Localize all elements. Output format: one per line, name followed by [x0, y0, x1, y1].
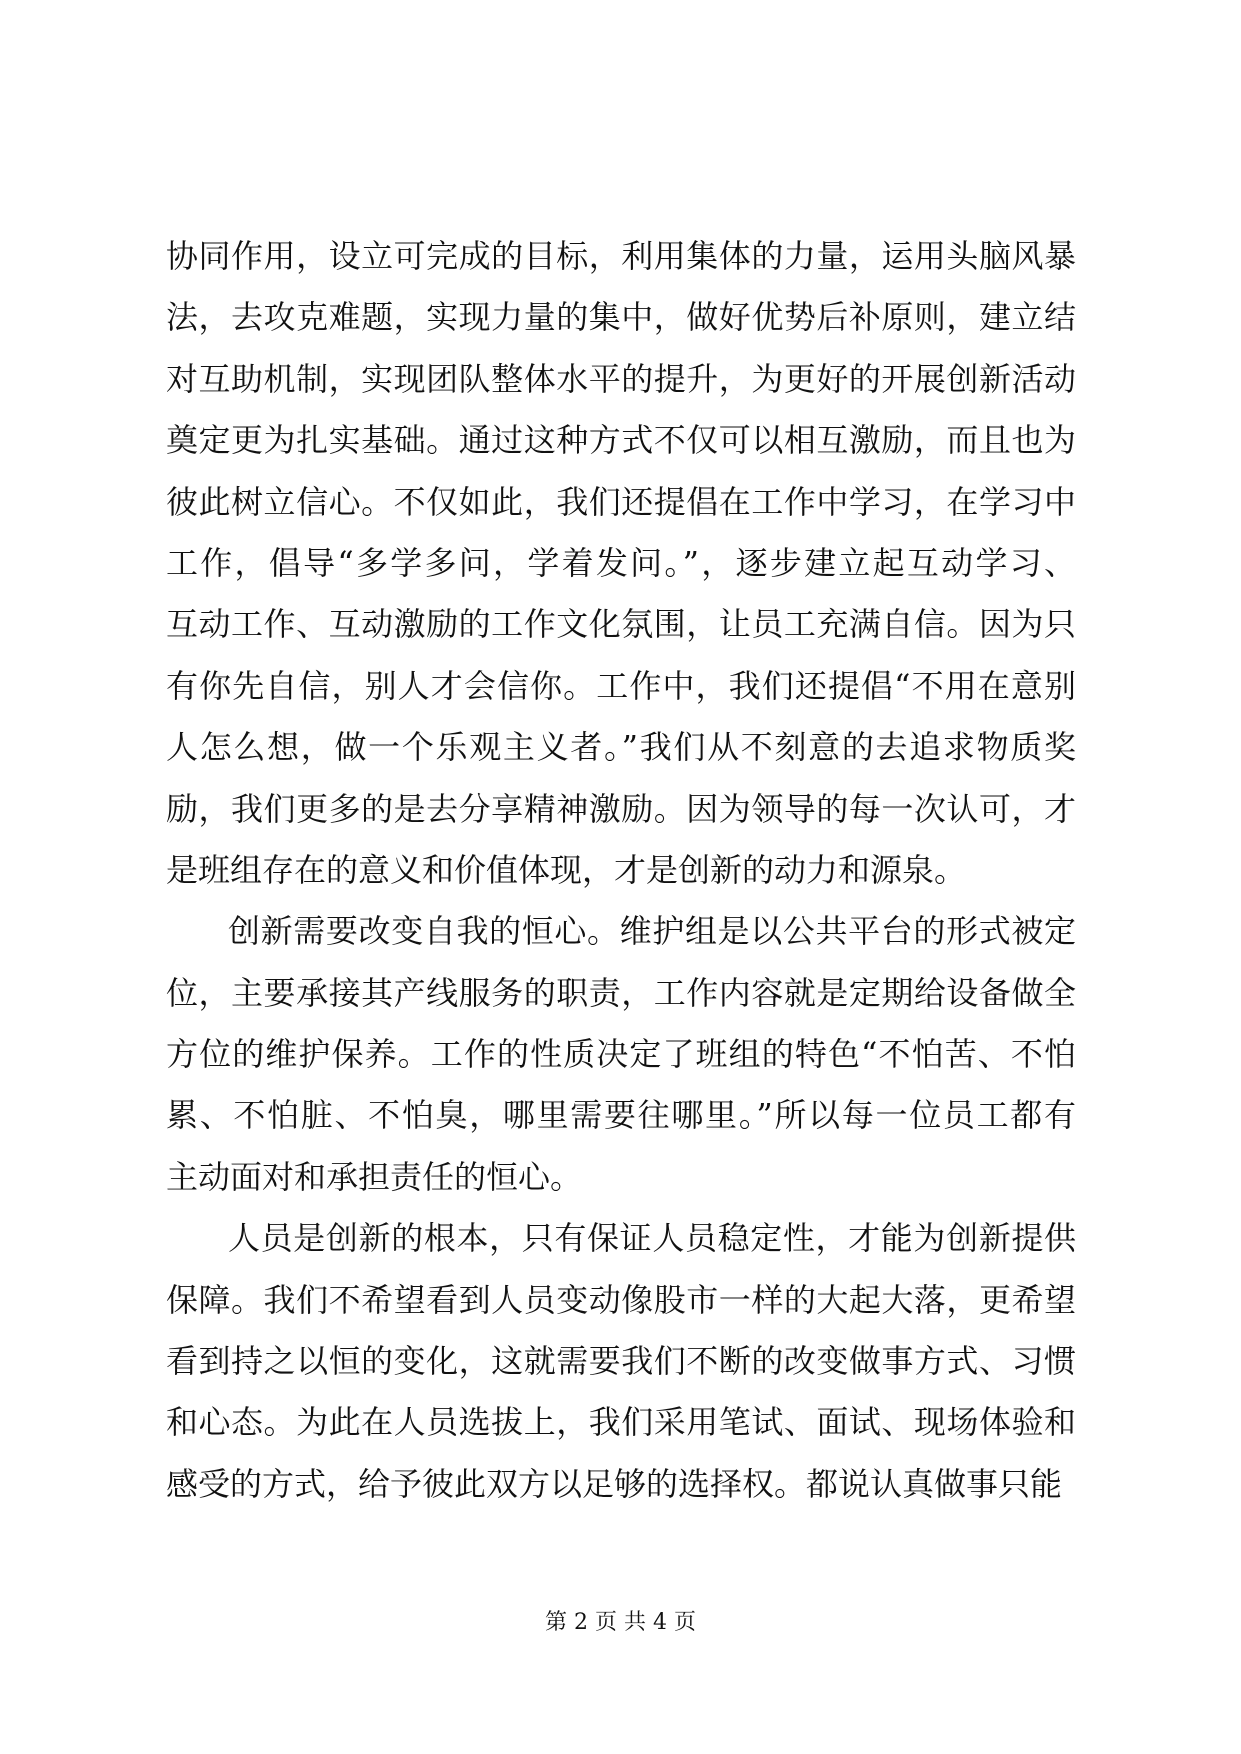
text-line: 感受的方式，给予彼此双方以足够的选择权。都说认真做事只能 [166, 1464, 1063, 1503]
paragraph [166, 1208, 1076, 1515]
text-line: 创新需要改变自我的恒心。维护组是以公共平台的形式被定 [228, 912, 1076, 951]
text-line: 工作，倡导“多学多问，学着发问。”，逐步建立起互动学习、 [166, 543, 1076, 582]
text-line: 方位的维护保养。工作的性质决定了班组的特色“不怕苦、不怕 [166, 1035, 1076, 1074]
document-body [166, 226, 1076, 1515]
page-footer: 第 2 页 共 4 页 [545, 1610, 696, 1635]
text-line: 和心态。为此在人员选拔上，我们采用笔试、面试、现场体验和 [166, 1403, 1076, 1442]
text-line: 互动工作、互动激励的工作文化氛围，让员工充满自信。因为只 [166, 605, 1076, 644]
text-line: 位，主要承接其产线服务的职责，工作内容就是定期给设备做全 [166, 973, 1076, 1012]
text-line: 累、不怕脏、不怕臭，哪里需要往哪里。”所以每一位员工都有 [166, 1096, 1076, 1135]
text-line: 协同作用，设立可完成的目标，利用集体的力量，运用头脑风暴 [166, 237, 1076, 275]
text-line: 是班组存在的意义和价值体现，才是创新的动力和源泉。 [166, 850, 967, 889]
text-line: 人员是创新的根本，只有保证人员稳定性，才能为创新提供 [228, 1219, 1076, 1258]
text-line: 有你先自信，别人才会信你。工作中，我们还提倡“不用在意别 [166, 666, 1076, 705]
text-line: 保障。我们不希望看到人员变动像股市一样的大起大落，更希望 [166, 1280, 1076, 1319]
paragraph [166, 226, 1076, 901]
paragraph [166, 901, 1076, 1208]
text-line: 看到持之以恒的变化，这就需要我们不断的改变做事方式、习惯 [166, 1342, 1076, 1381]
text-line: 法，去攻克难题，实现力量的集中，做好优势后补原则，建立结 [166, 298, 1076, 337]
text-line: 励，我们更多的是去分享精神激励。因为领导的每一次认可，才 [166, 789, 1076, 828]
text-line: 对互助机制，实现团队整体水平的提升，为更好的开展创新活动 [166, 359, 1076, 398]
text-line: 人怎么想，做一个乐观主义者。”我们从不刻意的去追求物质奖 [166, 728, 1076, 767]
text-line: 彼此树立信心。不仅如此，我们还提倡在工作中学习，在学习中 [166, 482, 1076, 521]
text-line: 主动面对和承担责任的恒心。 [166, 1157, 583, 1196]
text-line: 奠定更为扎实基础。通过这种方式不仅可以相互激励，而且也为 [166, 421, 1076, 460]
